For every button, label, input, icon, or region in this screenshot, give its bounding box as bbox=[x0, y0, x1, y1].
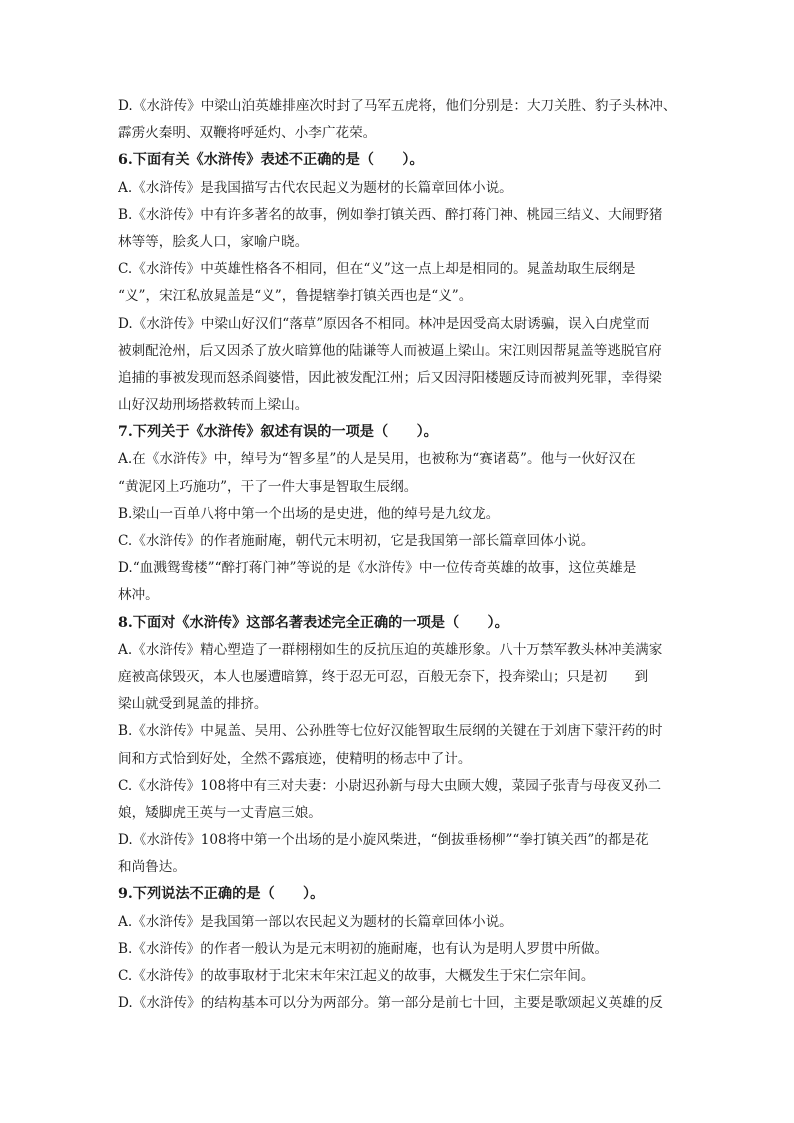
option-text-line: B.《水浒传》的作者一般认为是元末明初的施耐庵，也有认为是明人罗贯中所做。 bbox=[118, 940, 609, 957]
option-text-line: D.《水浒传》108将中第一个出场的是小旋风柴进，“倒拔垂杨柳”“拳打镇关西”的都是花 bbox=[118, 832, 649, 849]
option-text-line: “义”，宋江私放晁盖是“义”，鲁提辖拳打镇关西也是“义”。 bbox=[118, 288, 473, 305]
option-text-line: 间和方式恰到好处，全然不露痕迹，使精明的杨志中了计。 bbox=[118, 750, 472, 767]
option-text-line: 和尚鲁达。 bbox=[118, 859, 186, 876]
question-stem: 6.下面有关《水浒传》表述不正确的是（ ）。 bbox=[118, 152, 424, 169]
option-text-line: C.《水浒传》中英雄性格各不相同，但在“义”这一点上却是相同的。晁盖劫取生辰纲是 bbox=[118, 261, 636, 278]
option-text-line: 被刺配沧州，后又因杀了放火暗算他的陆谦等人而被逼上梁山。宋江则因帮晁盖等逃脱官府 bbox=[118, 342, 662, 359]
option-text-line: 林等等，脍炙人口，家喻户晓。 bbox=[118, 233, 309, 250]
option-text-line: 梁山就受到晁盖的排挤。 bbox=[118, 696, 268, 713]
question-stem: 8.下面对《水浒传》这部名著表述完全正确的一项是（ ）。 bbox=[118, 614, 509, 631]
option-text-line: A.《水浒传》是我国描写古代农民起义为题材的长篇章回体小说。 bbox=[118, 179, 513, 196]
option-text-line: D.《水浒传》中梁山泊英雄排座次时封了马军五虎将，他们分别是：大刀关胜、豹子头林冲、 bbox=[118, 98, 677, 114]
option-text-line: 娘，矮脚虎王英与一丈青扈三娘。 bbox=[118, 804, 322, 821]
question-stem: 7.下列关于《水浒传》叙述有误的一项是（ ）。 bbox=[118, 424, 438, 441]
option-text-line: A.《水浒传》精心塑造了一群栩栩如生的反抗压迫的英雄形象。八十万禁军教头林冲美满家 bbox=[118, 641, 663, 658]
option-text-line: 林冲。 bbox=[118, 587, 159, 604]
option-text-line: A.《水浒传》是我国第一部以农民起义为题材的长篇章回体小说。 bbox=[118, 913, 513, 930]
option-text-line: 山好汉劫刑场搭救转而上梁山。 bbox=[118, 397, 309, 414]
question-stem: 9.下列说法不正确的是（ ）。 bbox=[118, 886, 325, 903]
option-text-line: “黄泥冈上巧施功”，干了一件大事是智取生辰纲。 bbox=[118, 478, 418, 495]
option-text-line: D.《水浒传》的结构基本可以分为两部分。第一部分是前七十回，主要是歌颂起义英雄的反 bbox=[118, 995, 663, 1012]
option-text-line: D.“血溅鸳鸯楼”“醉打蒋门神”等说的是《水浒传》中一位传奇英雄的故事，这位英雄是 bbox=[118, 560, 637, 577]
option-text-line: A.在《水浒传》中，绰号为“智多星”的人是吴用，也被称为“赛诸葛”。他与一伙好汉在 bbox=[118, 451, 636, 468]
option-text-line: C.《水浒传》108将中有三对夫妻：小尉迟孙新与母大虫顾大嫂，菜园子张青与母夜叉孙二 bbox=[118, 777, 662, 794]
option-text-line: B.梁山一百单八将中第一个出场的是史进，他的绰号是九纹龙。 bbox=[118, 505, 500, 522]
option-text-line: D.《水浒传》中梁山好汉们“落草”原因各不相同。林冲是因受高太尉诱骗，误入白虎堂而 bbox=[118, 315, 650, 332]
option-text-line: C.《水浒传》的故事取材于北宋末年宋江起义的故事，大概发生于宋仁宗年间。 bbox=[118, 968, 595, 984]
option-text-line: B.《水浒传》中晁盖、吴用、公孙胜等七位好汉能智取生辰纲的关键在于刘唐下蒙汗药的时 bbox=[118, 723, 663, 740]
option-text-line: 霹雳火秦明、双鞭将呼延灼、小李广花荣。 bbox=[118, 125, 377, 142]
option-text-line: 庭被高俅毁灭，本人也屡遭暗算，终于忍无可忍，百般无奈下，投奔梁山；只是初 到 bbox=[118, 668, 649, 685]
option-text-line: C.《水浒传》的作者施耐庵，朝代元末明初，它是我国第一部长篇章回体小说。 bbox=[118, 533, 595, 549]
option-text-line: B.《水浒传》中有许多著名的故事，例如拳打镇关西、醉打蒋门神、桃园三结义、大闹野猪 bbox=[118, 206, 663, 223]
document-page bbox=[118, 95, 678, 1019]
option-text-line: 追捕的事被发现而怒杀阎婆惜，因此被发配江州；后又因浔阳楼题反诗而被判死罪，幸得梁 bbox=[118, 369, 662, 386]
